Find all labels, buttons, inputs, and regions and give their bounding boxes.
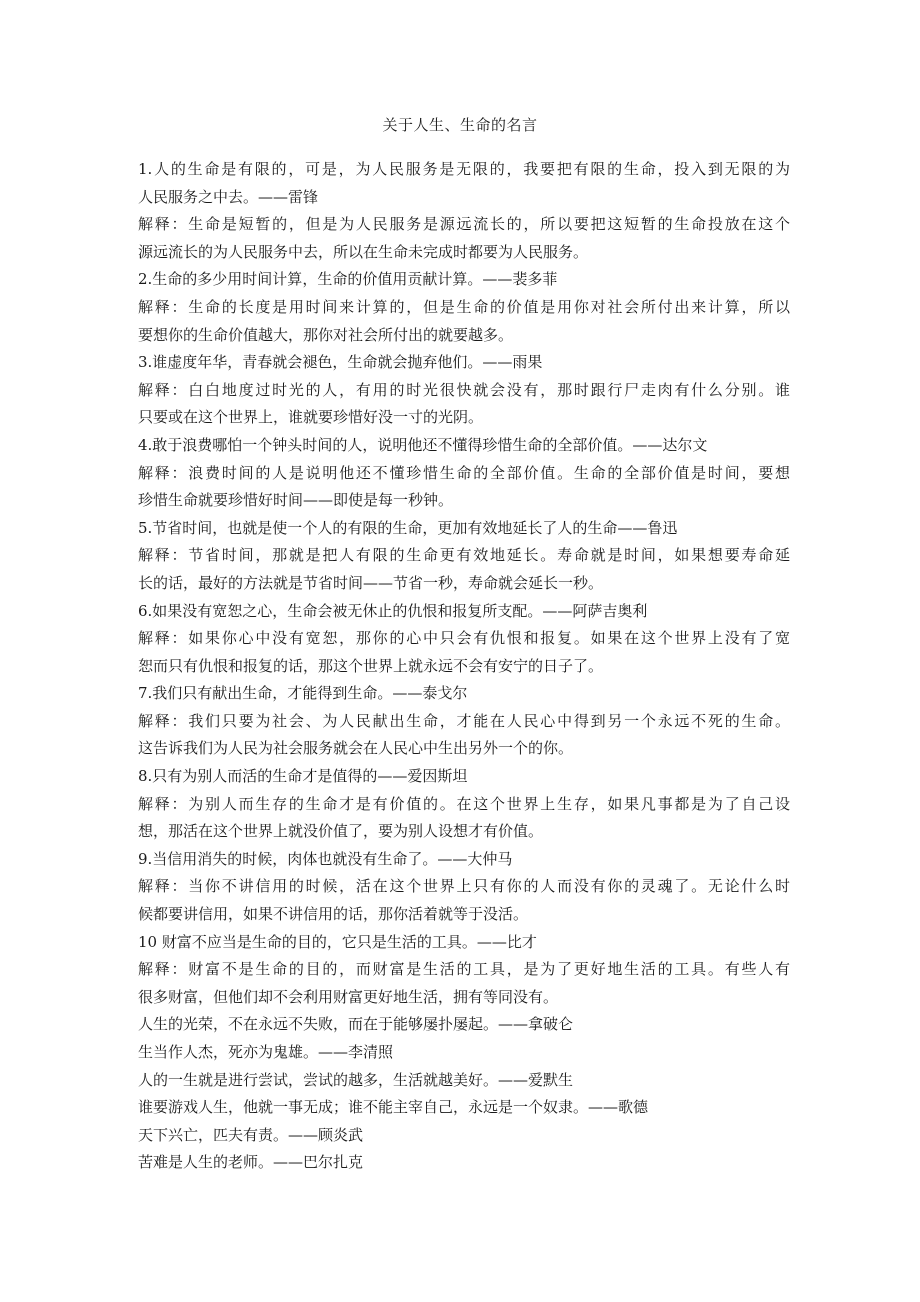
text-line: 8.只有为别人而活的生命才是值得的——爱因斯坦 [138, 767, 468, 786]
text-line: 解释：如果你心中没有宽恕，那你的心中只会有仇恨和报复。如果在这个世界上没有了宽 [138, 629, 790, 648]
text-line: 源远流长的为人民服务中去，所以在生命未完成时都要为人民服务。 [138, 242, 589, 261]
document-body [138, 156, 790, 1177]
text-line: 解释：生命的长度是用时间来计算的，但是生命的价值是用你对社会所付出来计算，所以 [138, 297, 790, 316]
text-line: 生当作人杰，死亦为鬼雄。——李清照 [138, 1043, 394, 1061]
text-line: 只要或在这个世界上，谁就要珍惜好没一寸的光阴。 [138, 408, 484, 427]
text-line: 解释：当你不讲信用的时候，活在这个世界上只有你的人而没有你的灵魂了。无论什么时 [138, 877, 790, 896]
text-line: 1.人的生命是有限的，可是，为人民服务是无限的，我要把有限的生命，投入到无限的为 [138, 160, 790, 178]
text-line: 长的话，最好的方法就是节省时间——节省一秒，寿命就会延长一秒。 [138, 573, 604, 592]
text-line: 想，那活在这个世界上就没价值了，要为别人设想才有价值。 [138, 822, 544, 841]
text-line: 7.我们只有献出生命，才能得到生命。——泰戈尔 [138, 684, 468, 703]
text-line: 6.如果没有宽恕之心，生命会被无休止的仇恨和报复所支配。——阿萨吉奥利 [138, 601, 648, 620]
text-line: 很多财富，但他们却不会利用财富更好地生活，拥有等同没有。 [138, 987, 559, 1006]
text-line: 解释：财富不是生命的目的，而财富是生活的工具，是为了更好地生活的工具。有些人有 [138, 960, 790, 979]
text-line: 10 财富不应当是生命的目的，它只是生活的工具。——比才 [138, 932, 537, 951]
text-line: 解释：我们只要为社会、为人民献出生命，才能在人民心中得到另一个永远不死的生命。 [138, 711, 790, 730]
text-line: 天下兴亡，匹夫有责。——顾炎武 [138, 1125, 364, 1144]
text-line: 珍惜生命就要珍惜好时间——即使是每一秒钟。 [138, 491, 454, 510]
text-line: 人生的光荣，不在永远不失败，而在于能够屡扑屡起。——拿破仑 [138, 1015, 574, 1034]
text-line: 解释：节省时间，那就是把人有限的生命更有效地延长。寿命就是时间，如果想要寿命延 [138, 546, 790, 565]
text-line: 9.当信用消失的时候，肉体也就没有生命了。——大仲马 [138, 849, 513, 868]
text-line: 恕而只有仇恨和报复的话，那这个世界上就永远不会有安宁的日子了。 [138, 656, 604, 675]
text-line: 解释：为别人而生存的生命才是有价值的。在这个世界上生存，如果凡事都是为了自己设 [138, 794, 790, 813]
text-line: 3.谁虚度年华，青春就会褪色，生命就会抛弃他们。——雨果 [138, 353, 543, 372]
text-line: 苦难是人生的老师。——巴尔扎克 [138, 1153, 364, 1172]
text-line: 5.节省时间，也就是使一个人的有限的生命，更加有效地延长了人的生命——鲁迅 [138, 518, 678, 537]
text-line: 2.生命的多少用时间计算，生命的价值用贡献计算。——裴多菲 [138, 270, 558, 289]
text-line: 要想你的生命价值越大，那你对社会所付出的就要越多。 [138, 325, 514, 344]
text-line: 解释：生命是短暂的，但是为人民服务是源远流长的，所以要把这短暂的生命投放在这个 [138, 215, 790, 234]
text-line: 人的一生就是进行尝试，尝试的越多，生活就越美好。——爱默生 [138, 1070, 574, 1089]
text-line: 这告诉我们为人民为社会服务就会在人民心中生出另外一个的你。 [138, 739, 574, 758]
text-line: 解释：白白地度过时光的人，有用的时光很快就会没有，那时跟行尸走肉有什么分别。谁 [138, 380, 790, 399]
text-line: 4.敢于浪费哪怕一个钟头时间的人，说明他还不懂得珍惜生命的全部价值。——达尔文 [138, 435, 708, 454]
text-line: 候都要讲信用，如果不讲信用的话，那你活着就等于没活。 [138, 905, 529, 924]
text-line: 谁要游戏人生，他就一事无成；谁不能主宰自己，永远是一个奴隶。——歌德 [138, 1098, 649, 1117]
text-line: 人民服务之中去。——雷锋 [138, 187, 319, 206]
text-line: 解释：浪费时间的人是说明他还不懂珍惜生命的全部价值。生命的全部价值是时间，要想 [138, 463, 790, 482]
document-title: 关于人生、生命的名言 [382, 116, 538, 134]
